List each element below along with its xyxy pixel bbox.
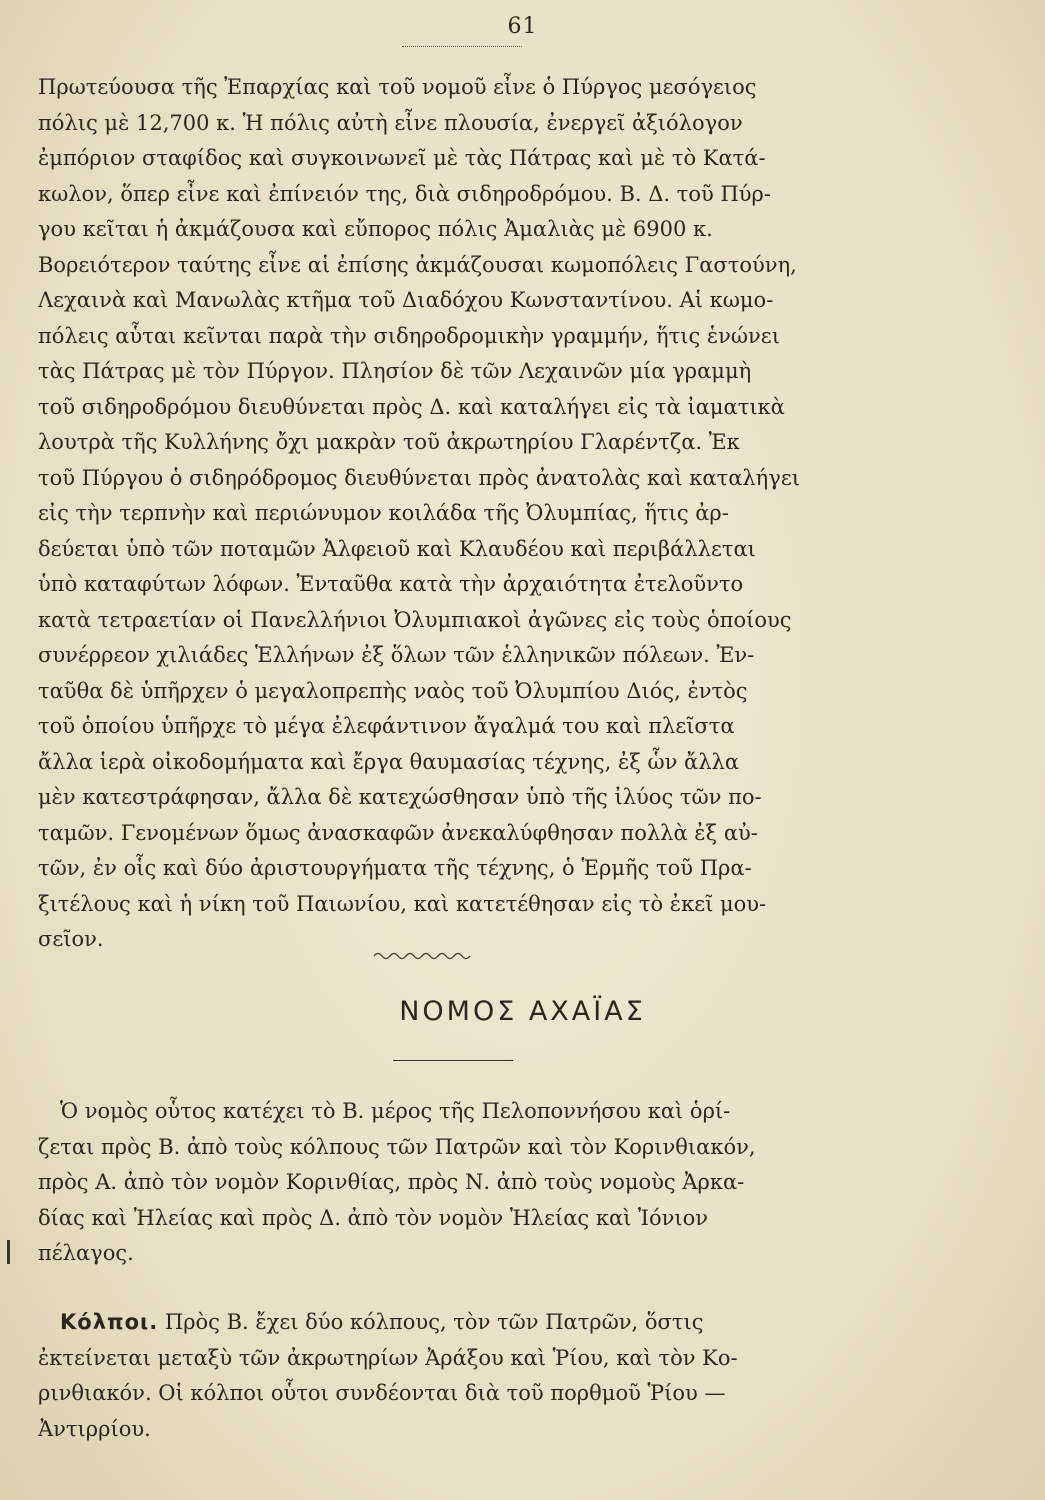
text-line: εἰς τὴν τερπνὴν καὶ περιώνυμον κοιλάδα τῆς Ὀλυμπίας, ἥτις ἀρ-	[38, 501, 729, 525]
text-line: ταμῶν. Γενομένων ὅμως ἀνασκαφῶν ἀνεκαλύφθησαν πολλὰ ἐξ αὐ-	[38, 820, 758, 845]
text-line: ρινθιακόν. Οἱ κόλποι οὗτοι συνδέονται διὰ τοῦ πορθμοῦ Ῥίου —	[38, 1381, 726, 1405]
text-line: ζεται πρὸς Β. ἀπὸ τοὺς κόλπους τῶν Πατρῶν καὶ τὸν Κορινθιακόν,	[38, 1134, 756, 1159]
text-line: κωλον, ὅπερ εἶνε καὶ ἐπίνειόν της, διὰ σιδηροδρόμου. Β. Δ. τοῦ Πύρ-	[38, 181, 771, 206]
text-line: μὲν κατεστράφησαν, ἄλλα δὲ κατεχώσθησαν ὑπὸ τῆς ἰλύος τῶν πο-	[38, 785, 762, 809]
text-line: πρὸς Α. ἀπὸ τὸν νομὸν Κορινθίας, πρὸς Ν. ἀπὸ τοὺς νομοὺς Ἀρκα-	[38, 1170, 745, 1194]
text-line: Ὁ νομὸς οὗτος κατέχει τὸ Β. μέρος τῆς Πελοποννήσου καὶ ὁρί-	[60, 1099, 731, 1123]
text-line: ταῦθα δὲ ὑπῆρχεν ὁ μεγαλοπρεπὴς ναὸς τοῦ Ὀλυμπίου Διός, ἐντὸς	[38, 678, 748, 703]
text-line: πόλεις αὗται κεῖνται παρὰ τὴν σιδηροδρομικὴν γραμμήν, ἥτις ἑνώνει	[38, 323, 780, 348]
paragraph-pyrgos	[38, 70, 872, 958]
text-line: Λεχαινὰ καὶ Μανωλὰς κτῆμα τοῦ Διαδόχου Κωνσταντίνου. Αἱ κωμο-	[38, 288, 774, 312]
text-line: συνέρρεον χιλιάδες Ἑλλήνων ἐξ ὅλων τῶν ἑλληνικῶν πόλεων. Ἐν-	[38, 643, 755, 667]
text-line: τοῦ Πύργου ὁ σιδηρόδρομος διευθύνεται πρὸς ἀνατολὰς καὶ καταλήγει	[38, 465, 800, 490]
text-line: ἄλλα ἱερὰ οἰκοδομήματα καὶ ἔργα θαυμασίας τέχνης, ἐξ ὧν ἄλλα	[38, 749, 740, 774]
text-line-rest: Πρὸς Β. ἔχει δύο κόλπους, τὸν τῶν Πατρῶν, ὅστις	[158, 1310, 704, 1334]
text-line: τῶν, ἐν οἷς καὶ δύο ἀριστουργήματα τῆς τέχνης, ὁ Ἑρμῆς τοῦ Πρα-	[38, 856, 752, 880]
text-line: πέλαγος.	[38, 1241, 134, 1265]
text-line: δίας καὶ Ἠλείας καὶ πρὸς Δ. ἀπὸ τὸν νομὸν Ἠλείας καὶ Ἰόνιον	[38, 1205, 709, 1230]
text-line	[38, 1305, 872, 1341]
section-title: ΝΟΜΟΣ ΑΧΑΪΑΣ	[399, 996, 646, 1027]
text-line: ξιτέλους καὶ ἡ νίκη τοῦ Παιωνίου, καὶ κατετέθησαν εἰς τὸ ἐκεῖ μου-	[38, 891, 767, 916]
text-line: δεύεται ὑπὸ τῶν ποταμῶν Ἀλφειοῦ καὶ Κλαυδέου καὶ περιβάλλεται	[38, 536, 756, 561]
title-rule	[393, 1060, 513, 1061]
paragraph-gulfs	[38, 1305, 872, 1447]
text-line: Ἀντιρρίου.	[38, 1416, 151, 1441]
text-line: τοῦ ὁποίου ὑπῆρχε τὸ μέγα ἐλεφάντινον ἄγαλμά του καὶ πλεῖστα	[38, 714, 735, 738]
text-line: Πρωτεύουσα τῆς Ἐπαρχίας καὶ τοῦ νομοῦ εἶνε ὁ Πύργος μεσόγειος	[38, 75, 757, 99]
text-line: γου κεῖται ἡ ἀκμάζουσα καὶ εὔπορος πόλις Ἀμαλιὰς μὲ 6900 κ.	[38, 217, 713, 241]
text-line: πόλις μὲ 12,700 κ. Ἡ πόλις αὐτὴ εἶνε πλουσία, ἐνεργεῖ ἀξιόλογον	[38, 110, 743, 135]
text-line: τοῦ σιδηροδρόμου διευθύνεται πρὸς Δ. καὶ καταλήγει εἰς τὰ ἰαματικὰ	[38, 394, 785, 419]
text-line: ἐμπόριον σταφίδος καὶ συγκοινωνεῖ μὲ τὰς Πάτρας καὶ μὲ τὸ Κατά-	[38, 146, 766, 170]
text-line: τὰς Πάτρας μὲ τὸν Πύργον. Πλησίον δὲ τῶν Λεχαινῶν μία γραμμὴ	[38, 359, 752, 383]
page-number: 61	[507, 14, 538, 39]
margin-mark	[7, 1240, 10, 1264]
text-line: ὑπὸ καταφύτων λόφων. Ἐνταῦθα κατὰ τὴν ἀρχαιότητα ἐτελοῦντο	[38, 572, 744, 596]
text-line: σεῖον.	[38, 927, 104, 951]
text-line: Βορειότερον ταύτης εἶνε αἱ ἐπίσης ἀκμάζουσαι κωμοπόλεις Γαστούνη,	[38, 252, 797, 277]
paragraph-achaia-borders	[38, 1094, 872, 1272]
gulfs-lead: Κόλποι.	[60, 1310, 159, 1334]
page-number-rule	[402, 46, 522, 47]
section-ornament	[372, 950, 472, 962]
text-line: ἐκτείνεται μεταξὺ τῶν ἀκρωτηρίων Ἀράξου καὶ Ῥίου, καὶ τὸν Κο-	[38, 1345, 738, 1370]
text-line: λουτρὰ τῆς Κυλλήνης ὄχι μακρὰν τοῦ ἀκρωτηρίου Γλαρέντζα. Ἐκ	[38, 430, 740, 454]
text-line: κατὰ τετραετίαν οἱ Πανελλήνιοι Ὀλυμπιακοὶ ἀγῶνες εἰς τοὺς ὁποίους	[38, 607, 792, 632]
